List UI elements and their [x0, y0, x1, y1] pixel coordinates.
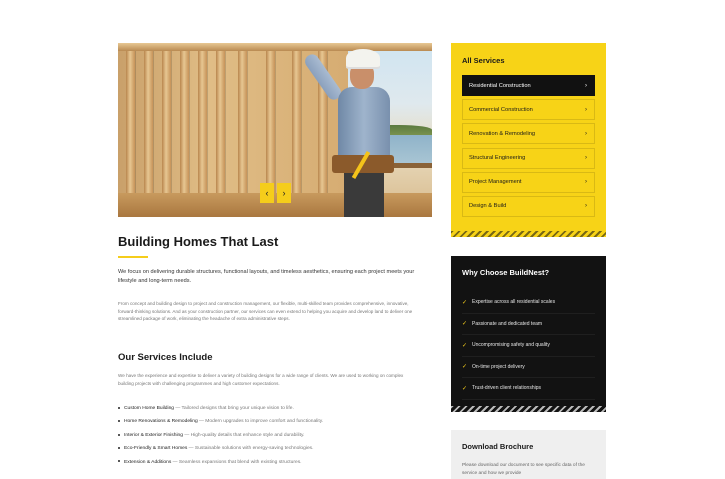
lead-paragraph: We focus on delivering durable structures, functional layouts, and timeless aesthetics, ensuring each project meets your lifestyle and long-term needs.: [118, 269, 415, 284]
why-choose-title: Why Choose BuildNest?: [462, 268, 550, 277]
title-underline: [118, 256, 148, 258]
bullet-icon: [118, 407, 120, 409]
bullet-icon: [118, 420, 120, 422]
list-item: ✓ Passionate and dedicated team: [462, 314, 595, 336]
checkmark-icon: ✓: [462, 385, 468, 392]
slider-next-button[interactable]: [277, 183, 291, 203]
services-menu: [462, 75, 595, 220]
body-paragraph: From concept and building design to project and construction management, our flexible, multi-skilled team provides comprehensive, innovative, forward-thinking solutions. And as your construction partner, our services can even extend to helping you acquire and develop land to deliver one streamlined package of work, eliminating the headache of extra administrative steps.: [118, 301, 413, 322]
bullet-icon: [118, 447, 120, 449]
service-link-renovation-remodeling[interactable]: Renovation & Remodeling ›: [462, 123, 595, 144]
service-link-project-management[interactable]: Project Management ›: [462, 172, 595, 193]
service-link-structural-engineering[interactable]: Structural Engineering ›: [462, 148, 595, 169]
list-item: ✓ Trust-driven client relationships: [462, 378, 595, 400]
why-choose-panel: [451, 256, 606, 412]
hero-image: [118, 43, 432, 217]
list-item: ✓ On-time project delivery: [462, 357, 595, 379]
slider-prev-button[interactable]: [260, 183, 274, 203]
bullet-icon: [118, 460, 120, 462]
all-services-title: All Services: [462, 56, 505, 65]
hard-hat: [346, 49, 380, 67]
chevron-right-icon: ›: [585, 106, 587, 113]
bullet-icon: [118, 434, 120, 436]
list-item: Custom Home Building — Tailored designs that bring your unique vision to life.: [118, 402, 323, 415]
brochure-panel: [451, 430, 606, 479]
worker-figure: [338, 87, 390, 161]
services-list: [118, 402, 323, 469]
list-item: Eco-Friendly & Smart Homes — Sustainable solutions with energy-saving technologies.: [118, 442, 323, 455]
chevron-right-icon: ›: [585, 179, 587, 186]
list-item: Home Renovations & Remodeling — Modern upgrades to improve comfort and functionality.: [118, 415, 323, 428]
chevron-right-icon: ›: [585, 130, 587, 137]
chevron-right-icon: ›: [585, 82, 587, 89]
service-link-design-build[interactable]: Design & Build ›: [462, 196, 595, 217]
hazard-stripes: [451, 231, 606, 237]
service-link-residential-construction[interactable]: Residential Construction ›: [462, 75, 595, 96]
brochure-text: Please download our document to see specific data of the service and how we provide: [462, 463, 585, 476]
checkmark-icon: ✓: [462, 321, 468, 328]
why-choose-list: [462, 292, 595, 400]
chevron-right-icon: ›: [585, 155, 587, 162]
checkmark-icon: ✓: [462, 364, 468, 371]
chevron-left-icon: ‹: [265, 188, 269, 198]
hazard-stripes: [451, 406, 606, 412]
list-item: ✓ Uncompromising safety and quality: [462, 335, 595, 357]
services-heading: Our Services Include: [118, 352, 213, 363]
list-item: Interior & Exterior Finishing — High-quality details that enhance style and durability.: [118, 429, 323, 442]
page-title: Building Homes That Last: [118, 234, 279, 249]
list-item: Extension & Additions — Seamless expansions that blend with existing structures.: [118, 456, 323, 469]
list-item: ✓ Expertise across all residential scales: [462, 292, 595, 314]
all-services-panel: [451, 43, 606, 237]
services-intro: We have the experience and expertise to deliver a variety of building designs for a wide range of clients. We are used to working on complex building projects with challenging programmes and high customer expectations.: [118, 373, 404, 386]
checkmark-icon: ✓: [462, 299, 468, 306]
checkmark-icon: ✓: [462, 342, 468, 349]
chevron-right-icon: ›: [282, 188, 286, 198]
chevron-right-icon: ›: [585, 203, 587, 210]
service-link-commercial-construction[interactable]: Commercial Construction ›: [462, 99, 595, 120]
brochure-title: Download Brochure: [462, 442, 534, 451]
